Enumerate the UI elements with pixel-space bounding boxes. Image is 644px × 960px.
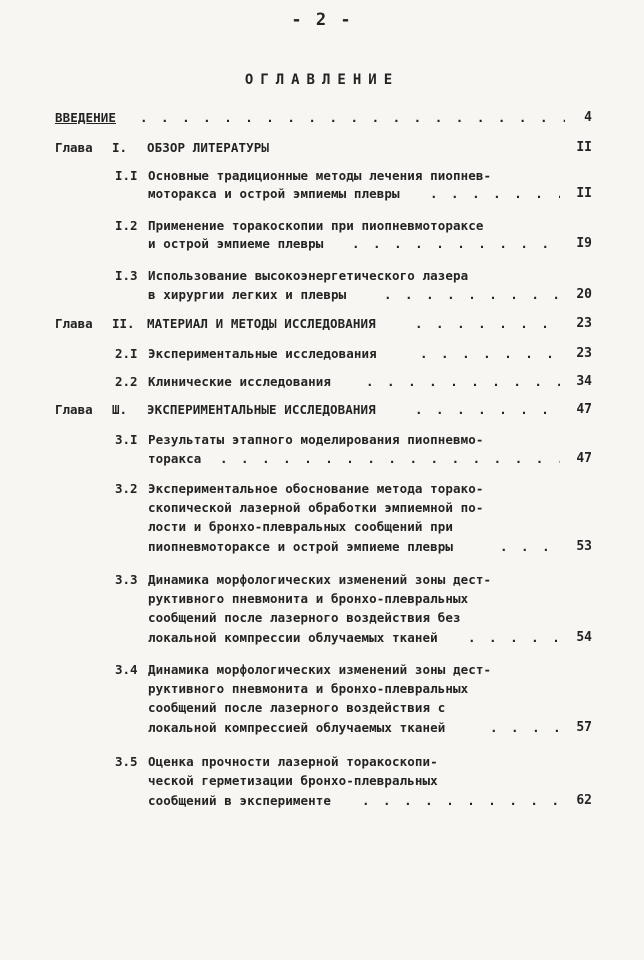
chapter-page: II xyxy=(576,140,592,155)
section-page: 23 xyxy=(576,346,592,361)
leader-dots xyxy=(415,402,560,417)
chapter-title: ЭКСПЕРИМЕНТАЛЬНЫЕ ИССЛЕДОВАНИЯ xyxy=(147,402,376,417)
section-number: 2.2 xyxy=(115,374,138,389)
toc-heading: ОГЛАВЛЕНИЕ xyxy=(244,72,400,88)
section-number: 3.I xyxy=(115,432,138,447)
section-line: ческой герметизации бронхо-плевральных xyxy=(148,773,438,788)
leader-dots xyxy=(468,630,560,645)
section-line: локальной компрессией облучаемых тканей xyxy=(148,720,446,735)
section-line: Экспериментальные исследования xyxy=(148,346,377,361)
section-line: в хирургии легких и плевры xyxy=(148,287,347,302)
chapter-number: I. xyxy=(112,140,128,155)
leader-dots xyxy=(362,793,560,808)
section-page: 20 xyxy=(576,287,592,302)
leader-dots xyxy=(430,186,560,201)
section-page: II xyxy=(576,186,592,201)
section-line: пиопневмотораксе и острой эмпиеме плевры xyxy=(148,539,454,554)
section-number: 2.I xyxy=(115,346,138,361)
section-page: 57 xyxy=(576,720,592,735)
toc-intro-page: 4 xyxy=(584,110,592,125)
chapter-number: Ш. xyxy=(112,402,128,417)
section-line: сообщений в эксперименте xyxy=(148,793,332,808)
section-number: I.2 xyxy=(115,218,138,233)
section-line: Применение торакоскопии при пиопневмотораксе xyxy=(148,218,484,233)
section-page: I9 xyxy=(576,236,592,251)
chapter-prefix: Глава xyxy=(55,402,93,417)
section-page: 62 xyxy=(576,793,592,808)
section-line: сообщений после лазерного воздействия без xyxy=(148,610,461,625)
leader-dots xyxy=(366,374,560,389)
section-line: скопической лазерной обработки эмпиемной по- xyxy=(148,500,484,515)
section-number: I.3 xyxy=(115,268,138,283)
chapter-title: ОБЗОР ЛИТЕРАТУРЫ xyxy=(147,140,270,155)
section-number: I.I xyxy=(115,168,138,183)
section-number: 3.5 xyxy=(115,754,138,769)
toc-intro-label: ВВЕДЕНИЕ xyxy=(55,110,117,125)
page-number: - 2 - xyxy=(291,10,353,30)
section-line: Основные традиционные методы лечения пиопнев- xyxy=(148,168,492,183)
chapter-prefix: Глава xyxy=(55,316,93,331)
section-line: и острой эмпиеме плевры xyxy=(148,236,324,251)
section-line: Динамика морфологических изменений зоны дест- xyxy=(148,572,492,587)
chapter-title: МАТЕРИАЛ И МЕТОДЫ ИССЛЕДОВАНИЯ xyxy=(147,316,376,331)
section-page: 34 xyxy=(576,374,592,389)
section-line: Динамика морфологических изменений зоны дест- xyxy=(148,662,492,677)
section-page: 54 xyxy=(576,630,592,645)
section-number: 3.2 xyxy=(115,481,138,496)
leader-dots xyxy=(415,316,560,331)
leader-dots xyxy=(384,287,560,302)
section-page: 53 xyxy=(576,539,592,554)
leader-dots xyxy=(490,720,560,735)
section-number: 3.4 xyxy=(115,662,138,677)
section-line: локальной компрессии облучаемых тканей xyxy=(148,630,438,645)
leader-dots xyxy=(220,451,560,466)
section-line: сообщений после лазерного воздействия с xyxy=(148,700,446,715)
chapter-number: II. xyxy=(112,316,135,331)
leader-dots xyxy=(140,110,565,125)
section-line: Оценка прочности лазерной торакоскопи- xyxy=(148,754,438,769)
section-line: Клинические исследования xyxy=(148,374,332,389)
section-line: руктивного пневмонита и бронхо-плевральных xyxy=(148,591,469,606)
chapter-prefix: Глава xyxy=(55,140,93,155)
leader-dots xyxy=(352,236,560,251)
chapter-page: 23 xyxy=(576,316,592,331)
section-line: Экспериментальное обоснование метода торако- xyxy=(148,481,484,496)
leader-dots xyxy=(500,539,560,554)
chapter-page: 47 xyxy=(576,402,592,417)
section-line: Результаты этапного моделирования пиопневмо- xyxy=(148,432,484,447)
section-number: 3.3 xyxy=(115,572,138,587)
section-line: торакса xyxy=(148,451,202,466)
section-line: моторакса и острой эмпиемы плевры xyxy=(148,186,400,201)
section-page: 47 xyxy=(576,451,592,466)
leader-dots xyxy=(420,346,560,361)
section-line: лости и бронхо-плевральных сообщений при xyxy=(148,519,454,534)
section-line: Использование высокоэнергетического лазера xyxy=(148,268,469,283)
section-line: руктивного пневмонита и бронхо-плевральных xyxy=(148,681,469,696)
